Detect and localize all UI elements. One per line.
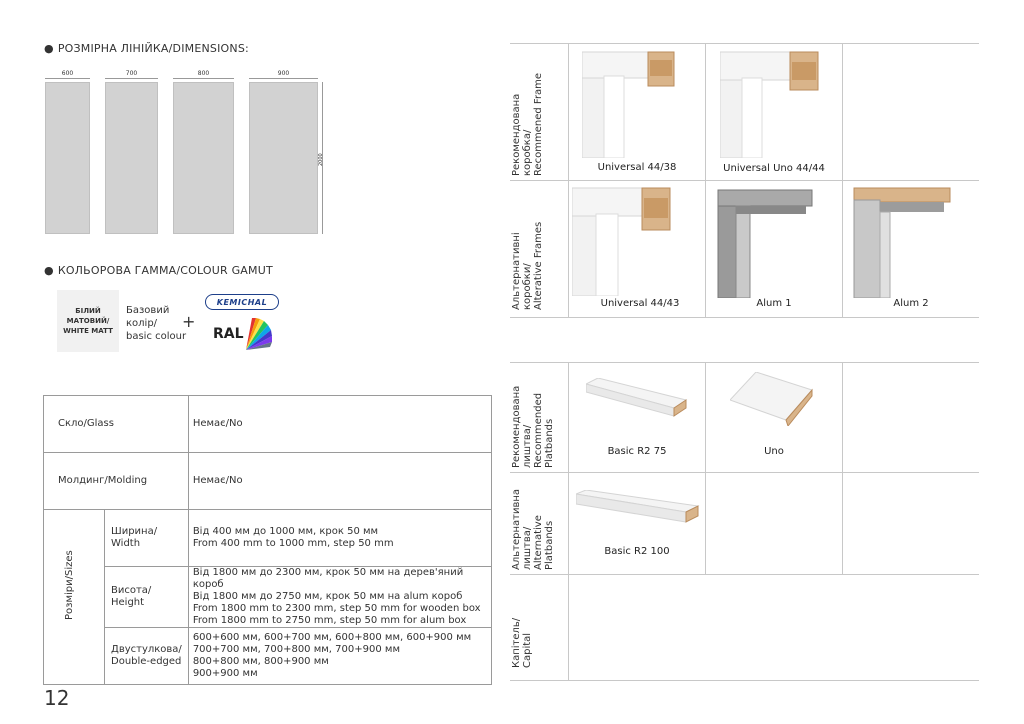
label-line: Капітель/ [511,617,522,668]
width-tick [173,78,234,79]
frame-alum-2-image [852,186,952,298]
base-colour-line: колір/ [126,318,158,329]
grid-line [705,362,706,574]
width-value-line: From 400 mm to 1000 mm, step 50 mm [192,538,394,549]
frame-alum-1-image [716,186,816,298]
kemichal-logo: KEMICHAL [205,294,279,310]
platband-basic-r2-75-image [586,378,690,418]
white-matt-swatch [57,290,119,352]
label-line: лиштва/ [522,424,533,468]
ral-logo: RAL [213,326,244,342]
frame-name: Universal 44/43 [600,298,680,309]
frame-name: Alum 1 [756,298,792,309]
frame-name: Universal Uno 44/44 [723,163,825,174]
width-label-900: 900 [277,70,290,77]
spec-table [43,395,492,685]
height-value-line: From 1800 mm to 2300 mm, step 50 mm for wooden box [192,603,481,614]
label-line: лиштва/ [522,526,533,570]
platband-uno-image [730,372,816,426]
base-colour-line: Базовий [126,305,170,316]
width-label-line: Width [111,538,141,549]
width-label-800: 800 [197,70,210,77]
label-line: Platbands [544,418,555,468]
spec-row-height [44,567,492,628]
frame-universal-44-43-image [572,184,672,296]
door-panel-900 [249,82,318,234]
frame-name: Alum 2 [893,298,929,309]
spec-row-molding [44,453,492,510]
grid-line [510,680,979,681]
base-colour-line: basic colour [126,331,187,342]
height-value-line: Від 1800 мм до 2750 мм, крок 50 мм на alum короб [192,591,463,602]
height-label-line: Висота/ [111,585,152,596]
grid-line [510,43,979,44]
alternative-platbands-label [511,489,555,570]
double-value [188,628,491,685]
grid-line [510,574,979,575]
page-number: 12 [44,686,70,710]
width-value-line: Від 400 мм до 1000 мм, крок 50 мм [192,526,379,537]
spec-row-double [44,628,492,685]
width-tick [249,78,318,79]
colour-heading: ● КОЛЬОРОВА ГАММА/COLOUR GAMUT [44,264,273,277]
sizes-cell [44,510,105,685]
width-label [105,510,189,567]
molding-label: Молдинг/Molding [44,453,189,510]
grid-line [842,362,843,574]
grid-line [568,362,569,680]
spec-row-glass [44,396,492,453]
double-value-line: 800+800 мм, 800+900 мм [192,656,329,667]
sizes-label: Розміри/Sizes [64,550,75,620]
recommended-platbands-label [511,386,555,468]
grid-line [510,362,979,363]
alternative-frames-label [511,222,544,310]
label-line: коробки/ [522,263,533,310]
label-line: Рекомендована [511,93,522,176]
dimensions-heading: ● РОЗМІРНА ЛІНІЙКА/DIMENSIONS: [44,42,249,55]
height-label-line: Height [111,597,145,608]
platband-basic-r2-100-image [576,490,700,526]
swatch-line: МАТОВИЙ/ [66,317,110,325]
grid-line [842,43,843,317]
frame-name: Universal 44/38 [597,162,677,173]
label-line: Альтернативна [511,488,522,570]
width-label-line: Ширина/ [111,526,158,537]
door-panel-600 [45,82,90,234]
spec-row-width [44,510,492,567]
base-colour-text [126,304,186,343]
swatch-line: WHITE MATT [63,327,113,335]
label-line: Recommended [533,392,544,468]
label-line: Recommened Frame [533,72,544,176]
double-value-line: 600+600 мм, 600+700 мм, 600+800 мм, 600+900 мм [192,632,472,643]
platband-name: Basic R2 75 [607,446,667,457]
grid-line [568,43,569,317]
capital-label [511,618,533,668]
plus-sign: + [182,312,196,331]
frame-universal-44-38-image [582,48,678,158]
grid-line [510,317,979,318]
height-value [188,567,491,628]
ral-fan-icon [244,316,274,352]
swatch-line: БІЛИЙ [75,307,101,315]
double-value-line: 900+900 мм [192,668,258,679]
double-label-line: Double-edged [111,656,182,667]
frame-universal-uno-image [720,48,820,158]
molding-value: Немає/No [188,453,491,510]
double-label [105,628,189,685]
label-line: Рекомендована [511,385,522,468]
height-value-line: From 1800 mm to 2750 mm, step 50 mm for alum box [192,615,467,626]
width-tick [105,78,158,79]
label-line: коробка/ [522,129,533,176]
platband-name: Uno [764,446,784,457]
width-tick [45,78,90,79]
label-line: Alterative Frames [533,221,544,310]
width-value [188,510,491,567]
label-line: Alternative [533,515,544,570]
grid-line [705,43,706,317]
door-panel-700 [105,82,158,234]
double-value-line: 700+700 мм, 700+800 мм, 700+900 мм [192,644,400,655]
grid-line [510,180,979,181]
platband-name: Basic R2 100 [604,546,670,557]
width-label-700: 700 [125,70,138,77]
grid-line [510,472,979,473]
height-label: 2000 [318,153,324,166]
label-line: Platbands [544,520,555,570]
width-label-600: 600 [61,70,74,77]
label-line: Capital [522,632,533,668]
door-panel-800 [173,82,234,234]
double-label-line: Двустулкова/ [111,644,182,655]
glass-value: Немає/No [188,396,491,453]
recommended-frame-label [511,73,544,176]
height-label [105,567,189,628]
height-value-line: Від 1800 мм до 2300 мм, крок 50 мм на дерев'яний короб [192,567,464,590]
glass-label: Скло/Glass [44,396,189,453]
label-line: Альтернативні [511,232,522,310]
